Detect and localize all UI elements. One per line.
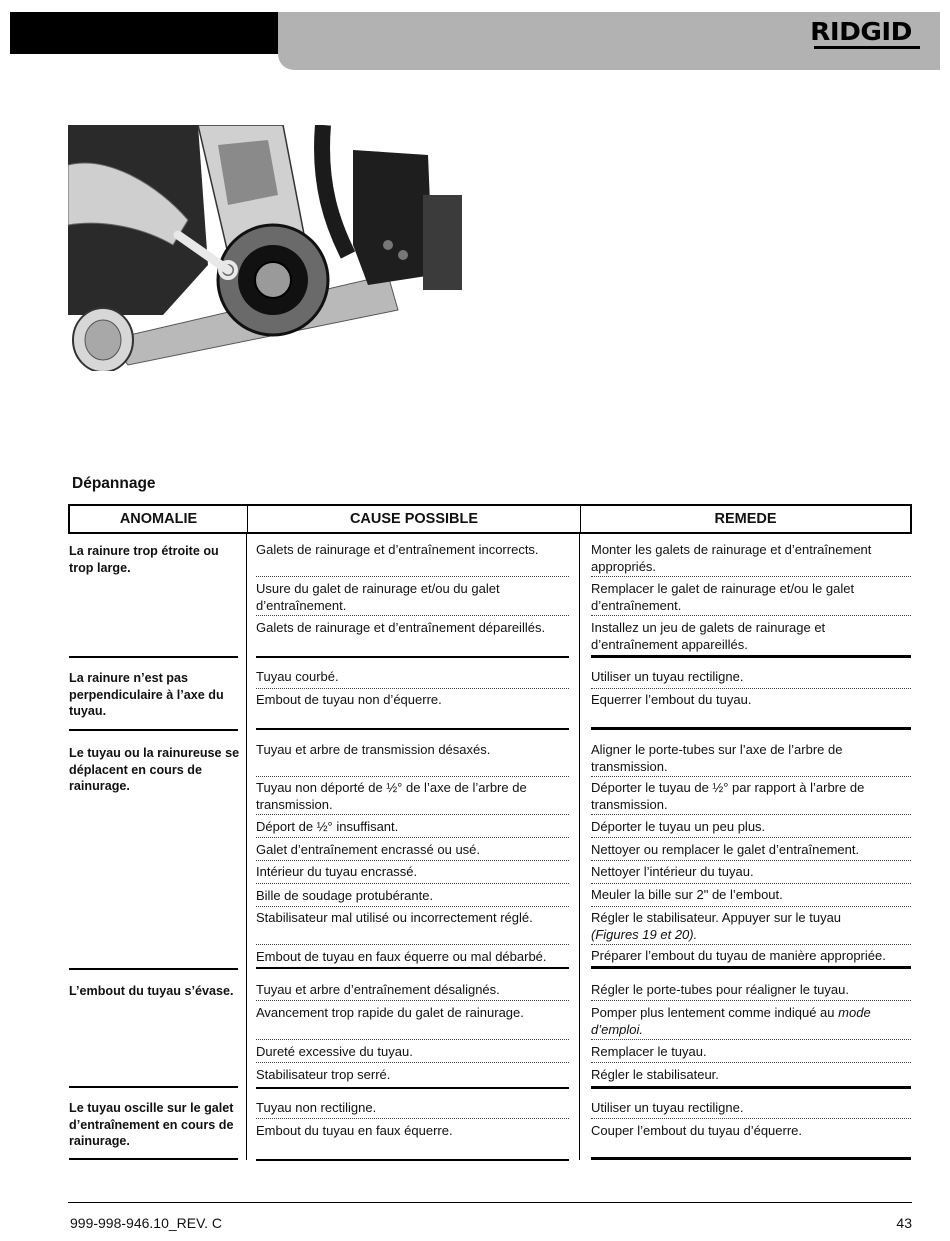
anomalie-label: L’embout du tuyau s’évase. [69,984,234,998]
column-header-remede: REMEDE [714,511,777,527]
cause-cell: Tuyau non rectiligne. [256,1100,377,1115]
cause-cell: Usure du galet de rainurage et/ou du galet d’entraînement. [256,581,500,613]
group-separator [69,656,238,658]
column-header-cause: CAUSE POSSIBLE [349,511,479,527]
cause-cell: Galets de rainurage et d’entraînement dépareillés. [256,620,546,635]
column-header-anomalie: ANOMALIE [119,511,198,527]
cause-cell: Stabilisateur trop serré. [256,1067,391,1082]
remede-cell: Déporter le tuyau un peu plus. [591,819,766,834]
remede-figure-ref: (Figures 19 et 20). [591,926,698,942]
group-separator [69,1158,238,1160]
row-divider [591,1039,911,1040]
remede-cell: Utiliser un tuyau rectiligne. [591,1100,744,1115]
remede-cell: Remplacer le tuyau. [591,1044,707,1059]
row-divider [591,814,911,815]
remede-cell: Installez un jeu de galets de rainurage et d’entraînement appareillés. [591,620,826,652]
logo-underline [814,46,920,49]
group-separator [256,967,569,969]
remede-cell: Utiliser un tuyau rectiligne. [591,669,744,684]
group-separator [591,1086,911,1089]
row-divider [591,1118,911,1119]
row-divider [256,576,569,577]
remede-manual-ref: mode d’emploi. [591,1005,871,1037]
group-separator [591,727,911,730]
cause-cell: Galet d’entraînement encrassé ou usé. [256,842,481,857]
group-separator [69,968,238,970]
row-divider [591,883,911,884]
row-divider [256,837,569,838]
cause-cell: Galets de rainurage et d’entraînement incorrects. [256,542,539,557]
row-divider [256,1062,569,1063]
row-divider [591,1000,911,1001]
cause-cell: Dureté excessive du tuyau. [256,1044,413,1059]
column-rule [579,532,580,1160]
remede-cell: Remplacer le galet de rainurage et/ou le galet d’entraînement. [591,581,855,613]
anomalie-label: Le tuyau ou la rainureuse se déplacent en cours de rainurage. [69,746,240,793]
row-divider [256,906,569,907]
cause-cell: Tuyau courbé. [256,669,339,684]
remede-cell: Régler le porte-tubes pour réaligner le tuyau. [591,982,849,997]
group-separator [256,1087,569,1089]
remede-cell: Meuler la bille sur 2" de l’embout. [591,887,783,902]
anomalie-label: La rainure n’est pas perpendiculaire à l’axe du tuyau. [69,671,224,718]
row-divider [256,1118,569,1119]
row-divider [591,776,911,777]
cause-cell: Embout de tuyau en faux équerre ou mal débarbé. [256,949,547,964]
remede-cell [591,910,911,943]
remede-cell: Aligner le porte-tubes sur l’axe de l’arbre de transmission. [591,742,843,774]
group-separator [256,1159,569,1161]
remede-cell: Régler le stabilisateur. [591,1067,719,1082]
footer-rule [68,1202,912,1203]
remede-cell: Déporter le tuyau de ½° par rapport à l’arbre de transmission. [591,780,865,812]
cause-cell: Intérieur du tuyau encrassé. [256,864,418,879]
row-divider [256,1000,569,1001]
row-divider [591,837,911,838]
row-divider [256,1039,569,1040]
remede-cell: Nettoyer ou remplacer le galet d’entraînement. [591,842,860,857]
group-separator [256,728,569,730]
cause-cell: Tuyau non déporté de ½° de l’axe de l’arbre de transmission. [256,780,527,812]
anomalie-label: La rainure trop étroite ou trop large. [69,544,219,575]
cause-cell: Tuyau et arbre d’entraînement désalignés. [256,982,500,997]
row-divider [256,883,569,884]
row-divider [591,1062,911,1063]
row-divider [591,615,911,616]
row-divider [256,688,569,689]
document-number: 999-998-946.10_REV. C [70,1215,223,1231]
section-title: Dépannage [72,475,156,492]
cause-cell: Déport de ½° insuffisant. [256,819,399,834]
group-separator [256,656,569,658]
group-separator [69,729,238,731]
cause-cell: Bille de soudage protubérante. [256,888,434,903]
groover-adjustment-photo [68,125,462,371]
row-divider [591,688,911,689]
column-rule [246,532,247,1160]
anomalie-label: Le tuyau oscille sur le galet d’entraînement en cours de rainurage. [69,1101,234,1148]
remede-cell: Préparer l’embout du tuyau de manière appropriée. [591,948,886,963]
row-divider [256,776,569,777]
page-number: 43 [896,1215,912,1231]
table-header [68,504,912,534]
ridgid-logo: RIDGID [810,17,912,46]
cause-cell: Avancement trop rapide du galet de rainurage. [256,1005,524,1020]
cause-cell: Embout du tuyau en faux équerre. [256,1123,453,1138]
header-black-bar [10,12,278,54]
row-divider [256,814,569,815]
group-separator [591,966,911,969]
remede-cell [591,1005,911,1038]
row-divider [256,860,569,861]
cause-cell: Embout de tuyau non d’équerre. [256,692,442,707]
row-divider [591,906,911,907]
row-divider [591,860,911,861]
header-gray-tab [278,54,940,70]
row-divider [256,944,569,945]
remede-cell: Monter les galets de rainurage et d’entraînement appropriés. [591,542,872,574]
remede-cell: Couper l’embout du tuyau d’équerre. [591,1123,803,1138]
group-separator [591,1157,911,1160]
row-divider [591,576,911,577]
row-divider [591,944,911,945]
cause-cell: Stabilisateur mal utilisé ou incorrectement réglé. [256,910,533,925]
remede-text: Régler le stabilisateur. Appuyer sur le tuyau [591,910,842,925]
remede-text: Pomper plus lentement comme indiqué au [591,1005,835,1020]
row-divider [256,615,569,616]
remede-cell: Nettoyer l’intérieur du tuyau. [591,864,754,879]
group-separator [591,655,911,658]
remede-cell: Equerrer l’embout du tuyau. [591,692,752,707]
cause-cell: Tuyau et arbre de transmission désaxés. [256,742,491,757]
group-separator [69,1086,238,1088]
